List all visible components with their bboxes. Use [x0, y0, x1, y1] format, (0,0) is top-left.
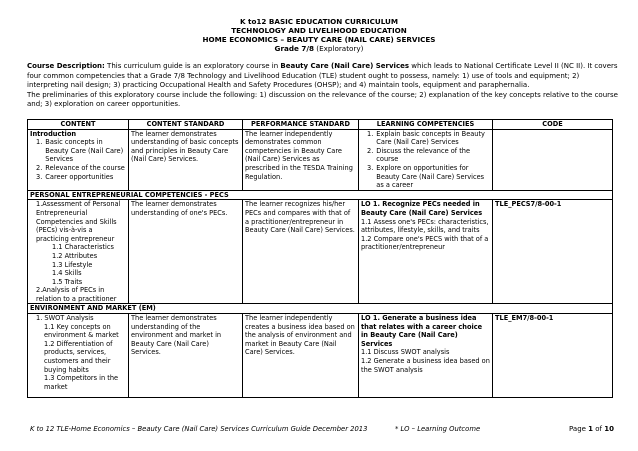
- grade-note: (Exploratory): [314, 44, 364, 53]
- content-cell: [28, 129, 129, 190]
- list-item: Career opportunities: [45, 172, 114, 181]
- content-standard-cell: The learner demonstrates understanding of the environment and market in Beauty Care (Nail Care) Services.: [129, 314, 243, 398]
- course-description-p3: The preliminaries of this exploratory course include the following: 1) discussion on the relevance of the course; 2) explanation of the key concepts relative to the course and; 3) exploration on career opportunities.: [27, 90, 618, 108]
- page-current: 1: [588, 425, 594, 433]
- list-number: 3.: [367, 163, 374, 172]
- list-item: 2.Analysis of PECs in relation to a practitioner: [36, 286, 117, 303]
- section-row: [28, 304, 613, 314]
- learning-outcome: LO 1. Recognize PECs needed in Beauty Care (Nail Care) Services: [361, 200, 483, 217]
- section-title-pecs: PERSONAL ENTREPRENEURIAL COMPETENCIES - PECS: [28, 190, 613, 200]
- table-row: [28, 314, 613, 398]
- list-item: Basic concepts in Beauty Care (Nail Care) Services: [45, 138, 124, 164]
- content-standard-cell: The learner demonstrates understanding of one's PECs.: [129, 200, 243, 304]
- learning-outcome: LO 1. Generate a business idea that relates with a career choice in Beauty Care (Nail Care) Services: [361, 314, 483, 348]
- list-item: Discuss the relevance of the course: [376, 146, 471, 164]
- code-cell: TLE_EM7/8-00-1: [493, 314, 613, 398]
- header-code: CODE: [493, 120, 613, 130]
- table-row: [28, 200, 613, 304]
- content-standard-cell: The learner demonstrates understanding of basic concepts and principles in Beauty Care (Nail Care) Services.: [129, 129, 243, 190]
- list-item: 1.1 Discuss SWOT analysis: [361, 348, 450, 357]
- content-cell: [28, 200, 129, 304]
- list-item: 1.2 Generate a business idea based on the SWOT analysis: [361, 357, 490, 374]
- page-of: of: [593, 425, 605, 433]
- content-title: Introduction: [30, 129, 77, 138]
- list-number: 2.: [36, 163, 43, 172]
- list-item: 1.3 Competitors in the market: [44, 374, 119, 391]
- list-item: 1.5 Traits: [52, 277, 83, 286]
- list-item: 1.1 Characteristics: [52, 243, 114, 252]
- section-title-em: ENVIRONMENT AND MARKET (EM): [28, 304, 613, 314]
- list-number: 1.: [367, 129, 374, 138]
- section-row: [28, 190, 613, 200]
- list-item: 1.1 Assess one's PECs: characteristics, attributes, lifestyle, skills, and traits: [361, 217, 489, 235]
- competencies-cell: [359, 314, 493, 398]
- header-content: CONTENT: [28, 120, 129, 130]
- performance-standard-cell: The learner independently demonstrates common competencies in Beauty Care (Nail Care) Services as prescribed in the TESDA Training Regulation.: [243, 129, 359, 190]
- content-cell: [28, 314, 129, 398]
- performance-standard-cell: The learner recognizes his/her PECs and compares with that of a practitioner/entrepreneur in Beauty Care (Nail Care) Services.: [243, 200, 359, 304]
- course-description-label: Course Description:: [27, 62, 105, 70]
- course-description: [27, 62, 622, 110]
- list-item: 1. SWOT Analysis: [36, 314, 94, 323]
- list-item: 1.2 Attributes: [52, 251, 98, 260]
- list-item: 1.1 Key concepts on environment & market: [44, 322, 119, 340]
- doc-title-line1: K to12 BASIC EDUCATION CURRICULUM: [239, 17, 399, 26]
- list-item: 1.2 Compare one's PECS with that of a practitioner/entrepreneur: [361, 234, 489, 252]
- table-row: [28, 129, 613, 190]
- list-item: 1.4 Skills: [52, 269, 82, 278]
- course-description-p1: This curriculum guide is an exploratory course in: [104, 62, 281, 70]
- course-name: Beauty Care (Nail Care) Services: [280, 62, 410, 70]
- code-cell: [493, 129, 613, 190]
- table-header-row: [28, 120, 613, 130]
- footer-title: K to 12 TLE-Home Economics – Beauty Care (Nail Care) Services Curriculum Guide December 2013: [30, 425, 368, 433]
- competencies-cell: [359, 129, 493, 190]
- page-total: 10: [604, 425, 614, 433]
- header-performance-standard: PERFORMANCE STANDARD: [243, 120, 359, 130]
- list-item: Explain basic concepts in Beauty Care (Nail Care) Services: [376, 129, 485, 147]
- code-cell: TLE_PECS7/8-00-1: [493, 200, 613, 304]
- header-learning-competencies: LEARNING COMPETENCIES: [359, 120, 493, 130]
- list-item: Explore on opportunities for Beauty Care (Nail Care) Services as a career: [376, 163, 485, 190]
- curriculum-table: [27, 119, 613, 398]
- list-item: 1.2 Differentiation of products, services, customers and their buying habits: [44, 339, 113, 374]
- list-number: 1.: [36, 138, 43, 147]
- doc-title-line3: HOME ECONOMICS – BEAUTY CARE (NAIL CARE) SERVICES: [202, 35, 436, 44]
- grade-label: Grade 7/8: [274, 44, 314, 53]
- list-item: Relevance of the course: [45, 163, 125, 172]
- doc-title-line2: TECHNOLOGY AND LIVELIHOOD EDUCATION: [231, 26, 407, 35]
- page-prefix: Page: [569, 425, 589, 433]
- page-number: [569, 425, 614, 433]
- doc-title-line4: [0, 44, 638, 53]
- course-description-p2: which leads to National Certificate Level II (NC II). It covers four common competencies that a Grade 7/8 Technology and Livelihood Education (TLE) student ought to possess, namely: 1) use of tools and equipment; 2) interpreting nail design; 3) practicing Occupational Health and Safety Procedures (OHSP); and 4) maintain tools, equipment and paraphernalia.: [27, 62, 618, 89]
- list-number: 2.: [367, 146, 374, 155]
- list-item: 1.Assessment of Personal Entrepreneurial Competencies and Skills (PECs) vis-à-vis a practicing entrepreneur: [36, 200, 121, 243]
- competencies-cell: [359, 200, 493, 304]
- list-item: 1.3 Lifestyle: [52, 260, 93, 269]
- list-number: 3.: [36, 172, 43, 181]
- footer-note: * LO – Learning Outcome: [395, 425, 481, 433]
- header-content-standard: CONTENT STANDARD: [129, 120, 243, 130]
- performance-standard-cell: The learner independently creates a business idea based on the analysis of environment and market in Beauty Care (Nail Care) Services.: [243, 314, 359, 398]
